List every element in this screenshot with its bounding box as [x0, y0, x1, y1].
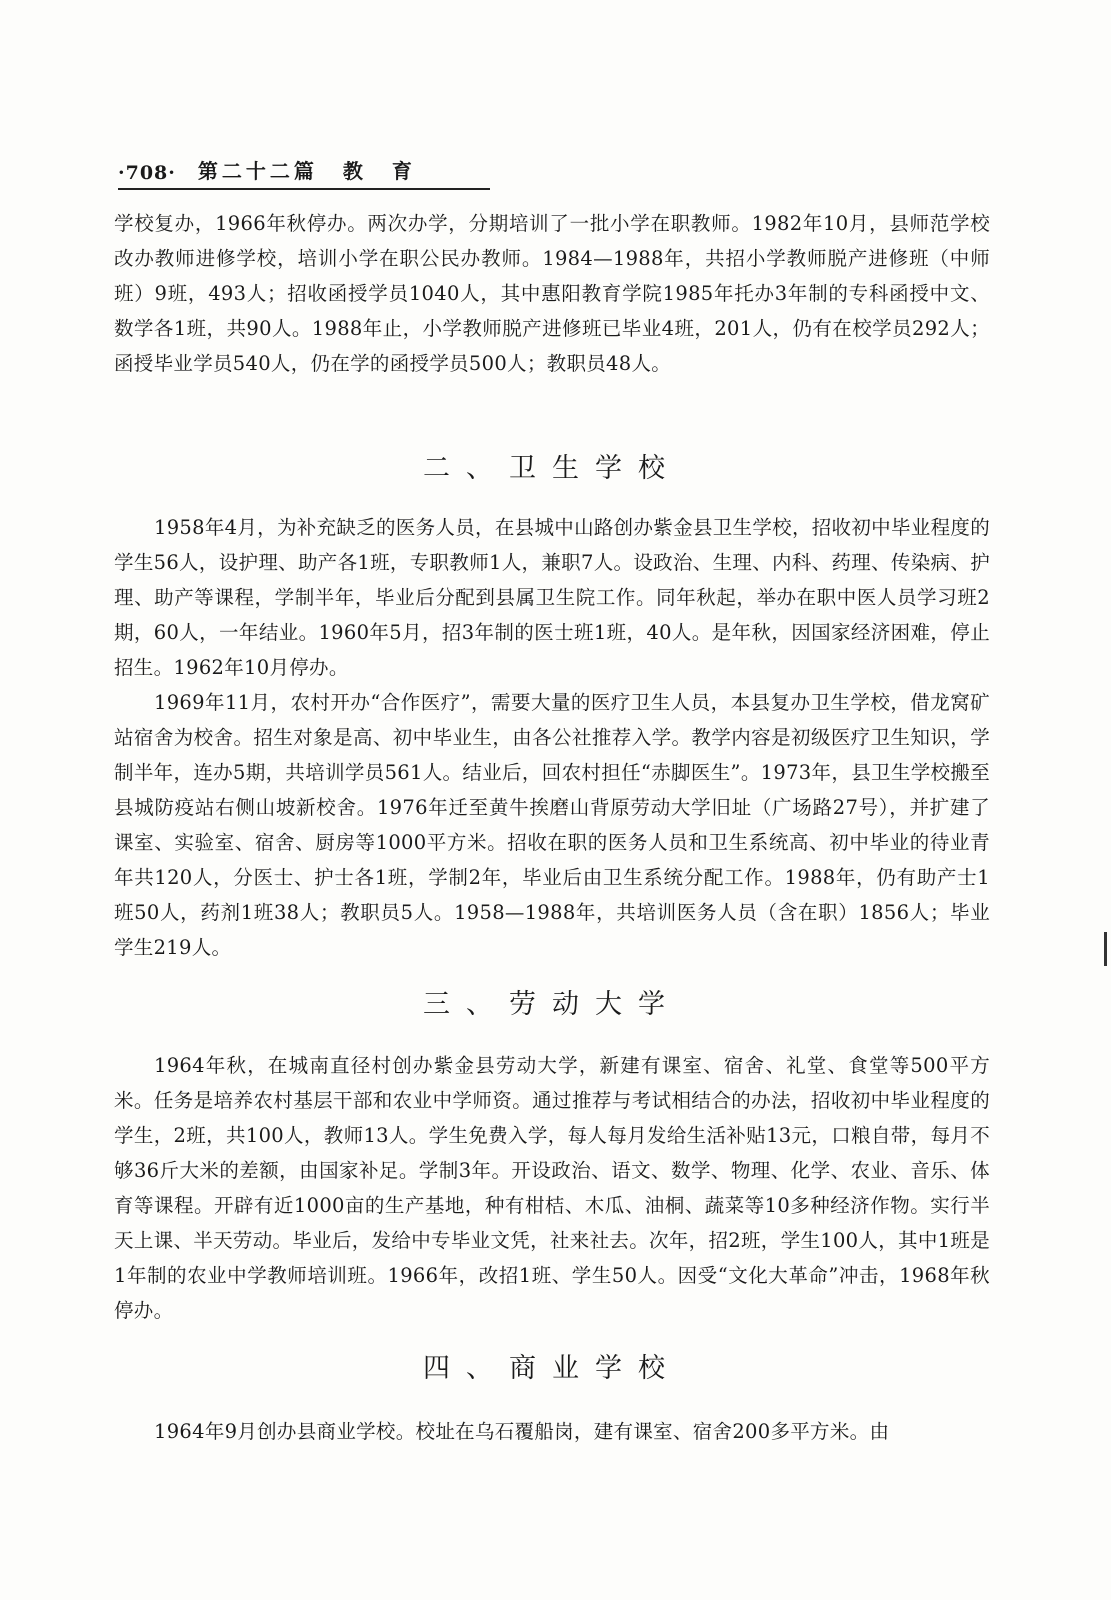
section-commerce-school-body [114, 1414, 990, 1449]
section-heading-health-school: 二、卫生学校 [423, 453, 681, 484]
section-labor-university-body [114, 1048, 990, 1328]
labor-university-paragraph-1: 1964年秋，在城南直径村创办紫金县劳动大学，新建有课室、宿舍、礼堂、食堂等500平方米。任务是培养农村基层干部和农业中学师资。通过推荐与考试相结合的办法，招收初中毕业程度的学生，2班，共100人，教师13人。学生免费入学，每人每月发给生活补贴13元，口粮自带，每月不够36斤大米的差额，由国家补足。学制3年。开设政治、语文、数学、物理、化学、农业、音乐、体育等课程。开辟有近1000亩的生产基地，种有柑桔、木瓜、油桐、蔬菜等10多种经济作物。实行半天上课、半天劳动。毕业后，发给中专毕业文凭，社来社去。次年，招2班，学生100人，其中1班是1年制的农业中学教师培训班。1966年，改招1班、学生50人。因受“文化大革命”冲击，1968年秋停办。 [114, 1054, 990, 1322]
continuation-block [114, 206, 990, 381]
page-number: ·708· [118, 162, 176, 184]
section-heading-labor-university: 三、劳动大学 [423, 989, 681, 1020]
running-header [118, 150, 490, 190]
chapter-title: 第二十二篇 教 育 [197, 159, 416, 183]
continuation-paragraph: 学校复办，1966年秋停办。两次办学，分期培训了一批小学在职教师。1982年10月，县师范学校改办教师进修学校，培训小学在职公民办教师。1984—1988年，共招小学教师脱产进修班（中师班）9班，493人；招收函授学员1040人，其中惠阳教育学院1985年托办3年制的专科函授中文、数学各1班，共90人。1988年止，小学教师脱产进修班已毕业4班，201人，仍有在校学员292人；函授毕业学员540人，仍在学的函授学员500人；教职员48人。 [114, 212, 990, 375]
section-health-school-body [114, 510, 990, 965]
commerce-school-paragraph-1: 1964年9月创办县商业学校。校址在乌石覆船岗，建有课室、宿舍200多平方米。由 [154, 1420, 890, 1443]
health-school-paragraph-2: 1969年11月，农村开办“合作医疗”，需要大量的医疗卫生人员，本县复办卫生学校，借龙窝矿站宿舍为校舍。招生对象是高、初中毕业生，由各公社推荐入学。教学内容是初级医疗卫生知识，学制半年，连办5期，共培训学员561人。结业后，回农村担任“赤脚医生”。1973年，县卫生学校搬至县城防疫站右侧山坡新校舍。1976年迁至黄牛挨磨山背原劳动大学旧址（广场路27号），并扩建了课室、实验室、宿舍、厨房等1000平方米。招收在职的医务人员和卫生系统高、初中毕业的待业青年共120人，分医士、护士各1班，学制2年，毕业后由卫生系统分配工作。1988年，仍有助产士1班50人，药剂1班38人；教职员5人。1958—1988年，共培训医务人员（含在职）1856人；毕业学生219人。 [114, 691, 990, 959]
section-heading-commerce-school: 四、商业学校 [423, 1353, 681, 1384]
scan-margin-mark [1104, 932, 1107, 966]
health-school-paragraph-1: 1958年4月，为补充缺乏的医务人员，在县城中山路创办紫金县卫生学校，招收初中毕业程度的学生56人，设护理、助产各1班，专职教师1人，兼职7人。设政治、生理、内科、药理、传染病、护理、助产等课程，学制半年，毕业后分配到县属卫生院工作。同年秋起，举办在职中医人员学习班2期，60人，一年结业。1960年5月，招3年制的医士班1班，40人。是年秋，因国家经济困难，停止招生。1962年10月停办。 [114, 516, 990, 679]
